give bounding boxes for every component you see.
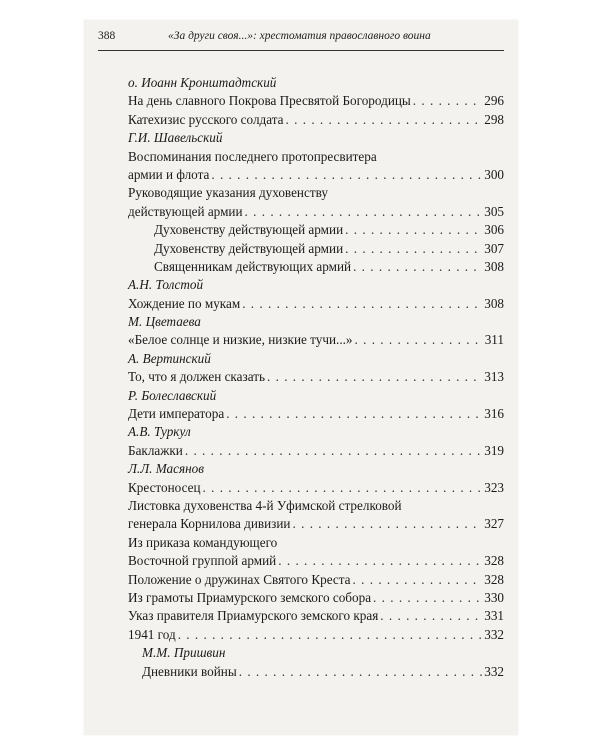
toc-entry-line: Из приказа командующего [128, 534, 278, 550]
toc-author: Г.И. Шавельский [128, 130, 223, 146]
toc-entry: Катехизис русского солдата . . . 298 [128, 111, 504, 129]
toc-entry: Указ правителя Приамурского земского края . . . 331 [128, 607, 504, 625]
toc-entry-line: Листовка духовенства 4-й Уфимской стрелковой [128, 497, 402, 513]
toc-entry: «Белое солнце и низкие, низкие тучи...» . . . 311 [128, 331, 504, 349]
toc-entry: армии и флота . . . 300 [128, 166, 504, 184]
toc-entry: Баклажки . . . 319 [128, 442, 504, 460]
toc-author: Р. Болеславский [128, 387, 217, 403]
toc-author: А.В. Туркул [128, 424, 191, 440]
toc-author: А. Вертинский [128, 350, 211, 366]
toc-entry: Дневники войны . . . 332 [128, 663, 504, 681]
toc-entry-line: Руководящие указания духовенству [128, 185, 328, 201]
toc-subentry: Священникам действующих армий . . . 308 [128, 258, 504, 276]
toc-entry: На день славного Покрова Пресвятой Богородицы . . . 296 [128, 92, 504, 110]
toc-author: о. Иоанн Кронштадтский [128, 75, 277, 90]
toc-entry: Дети императора . . . 316 [128, 405, 504, 423]
running-title: «За други своя...»: хрестоматия православного воина [168, 30, 431, 42]
toc-entry: Положение о дружинах Святого Креста . . . 328 [128, 571, 504, 589]
toc-subentry: Духовенству действующей армии . . . 307 [128, 240, 504, 258]
table-of-contents [128, 74, 504, 681]
toc-author: Л.Л. Масянов [128, 461, 204, 477]
header-rule [98, 50, 504, 51]
toc-author: М. Цветаева [128, 314, 201, 330]
toc-subentry: Духовенству действующей армии . . . 306 [128, 221, 504, 239]
page-number: 388 [98, 30, 116, 42]
book-page [84, 20, 518, 735]
toc-author: М.М. Пришвин [142, 645, 226, 661]
toc-entry: То, что я должен сказать . . . 313 [128, 368, 504, 386]
toc-entry: Хождение по мукам . . . 308 [128, 295, 504, 313]
toc-entry: Восточной группой армий . . . 328 [128, 552, 504, 570]
toc-entry: действующей армии . . . 305 [128, 203, 504, 221]
toc-entry: Из грамоты Приамурского земского собора . . . 330 [128, 589, 504, 607]
toc-entry: Крестоносец . . . 323 [128, 479, 504, 497]
toc-entry-line: Воспоминания последнего протопресвитера [128, 148, 377, 164]
toc-entry: 1941 год . . . 332 [128, 626, 504, 644]
page-header [98, 30, 504, 42]
toc-entry: генерала Корнилова дивизии . . . 327 [128, 515, 504, 533]
toc-author: А.Н. Толстой [128, 277, 204, 293]
